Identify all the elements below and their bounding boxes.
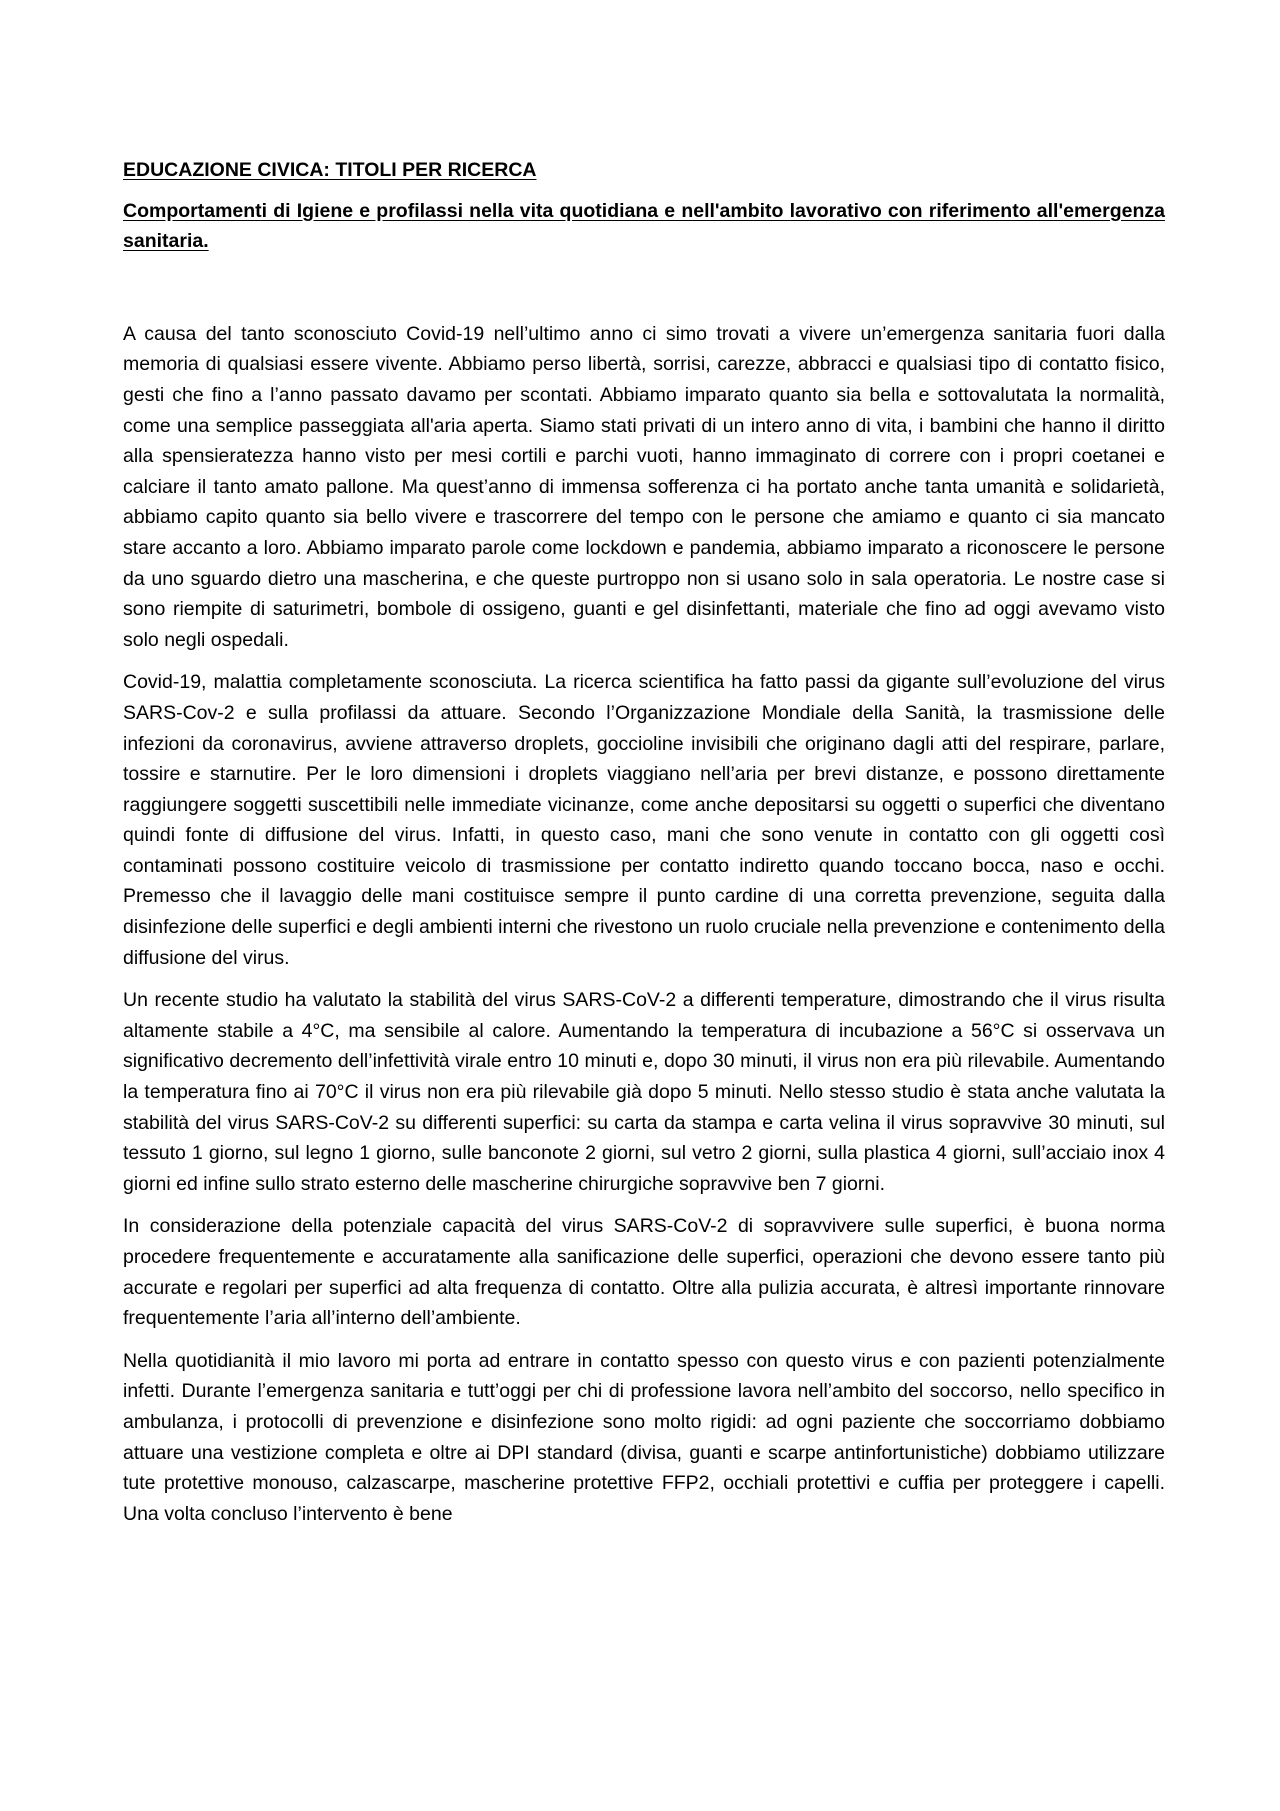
paragraph-5: Nella quotidianità il mio lavoro mi porta ad entrare in contatto spesso con questo virus e con pazienti potenzialmente infetti. Durante l’emergenza sanitaria e tutt’oggi per chi di professione lavora nell’ambito del soccorso, nello specifico in ambulanza, i protocolli di prevenzione e disinfezione sono molto rigidi: ad ogni paziente che soccorriamo dobbiamo attuare una vestizione completa e oltre ai DPI standard (divisa, guanti e scarpe antinfortunistiche) dobbiamo utilizzare tute protettive monouso, calzascarpe, mascherine protettive FFP2, occhiali protettivi e cuffia per proteggere i capelli. Una volta concluso l’intervento è bene [123,1349,1165,1525]
document-subtitle: Comportamenti di Igiene e profilassi nella vita quotidiana e nell'ambito lavorativo con riferimento all'emergenza sanitaria. [123,199,1165,253]
paragraph-3: Un recente studio ha valutato la stabilità del virus SARS-CoV-2 a differenti temperature, dimostrando che il virus risulta altamente stabile a 4°C, ma sensibile al calore. Aumentando la temperatura di incubazione a 56°C si osservava un significativo decremento dell’infettività virale entro 10 minuti e, dopo 30 minuti, il virus non era più rilevabile. Aumentando la temperatura fino ai 70°C il virus non era più rilevabile già dopo 5 minuti. Nello stesso studio è stata anche valutata la stabilità del virus SARS-CoV-2 su differenti superfici: su carta da stampa e carta velina il virus sopravvive 30 minuti, sul tessuto 1 giorno, sul legno 1 giorno, sulle banconote 2 giorni, sul vetro 2 giorni, sulla plastica 4 giorni, sull’acciaio inox 4 giorni ed infine sullo strato esterno delle mascherine chirurgiche sopravvive ben 7 giorni. [123,989,1165,1195]
section-spacer [123,257,1165,319]
document-body [123,155,1165,1541]
paragraph-2: Covid-19, malattia completamente sconosciuta. La ricerca scientifica ha fatto passi da gigante sull’evoluzione del virus SARS-Cov-2 e sulla profilassi da attuare. Secondo l’Organizzazione Mondiale della Sanità, la trasmissione delle infezioni da coronavirus, avviene attraverso droplets, goccioline invisibili che originano dagli atti del respirare, parlare, tossire e starnutire. Per le loro dimensioni i droplets viaggiano nell’aria per brevi distanze, e possono direttamente raggiungere soggetti suscettibili nelle immediate vicinanze, come anche depositarsi su oggetti o superfici che diventano quindi fonte di diffusione del virus. Infatti, in questo caso, mani che sono venute in contatto con gli oggetti così contaminati possono costituire veicolo di trasmissione per contatto indiretto quando toccano bocca, naso e occhi. Premesso che il lavaggio delle mani costituisce sempre il punto cardine di una corretta prevenzione, seguita dalla disinfezione delle superfici e degli ambienti interni che rivestono un ruolo cruciale nella prevenzione e contenimento della diffusione del virus. [123,671,1165,969]
document-title: EDUCAZIONE CIVICA: TITOLI PER RICERCA [123,159,537,181]
paragraph-1: A causa del tanto sconosciuto Covid-19 nell’ultimo anno ci simo trovati a vivere un’emergenza sanitaria fuori dalla memoria di qualsiasi essere vivente. Abbiamo perso libertà, sorrisi, carezze, abbracci e qualsiasi tipo di contatto fisico, gesti che fino a l’anno passato davamo per scontati. Abbiamo imparato quanto sia bella e sottovalutata la normalità, come una semplice passeggiata all'aria aperta. Siamo stati privati di un intero anno di vita, i bambini che hanno il diritto alla spensieratezza hanno visto per mesi cortili e parchi vuoti, hanno immaginato di correre con i propri coetanei e calciare il tanto amato pallone. Ma quest’anno di immensa sofferenza ci ha portato anche tanta umanità e solidarietà, abbiamo capito quanto sia bello vivere e trascorrere del tempo con le persone che amiamo e quanto ci sia mancato stare accanto a loro. Abbiamo imparato parole come lockdown e pandemia, abbiamo imparato a riconoscere le persone da uno sguardo dietro una mascherina, e che queste purtroppo non si usano solo in sala operatoria. Le nostre case si sono riempite di saturimetri, bombole di ossigeno, guanti e gel disinfettanti, materiale che fino ad oggi avevamo visto solo negli ospedali. [123,322,1165,651]
paragraph-4: In considerazione della potenziale capacità del virus SARS-CoV-2 di sopravvivere sulle superfici, è buona norma procedere frequentemente e accuratamente alla sanificazione delle superfici, operazioni che devono essere tanto più accurate e regolari per superfici ad alta frequenza di contatto. Oltre alla pulizia accurata, è altresì importante rinnovare frequentemente l’aria all’interno dell’ambiente. [123,1215,1165,1330]
